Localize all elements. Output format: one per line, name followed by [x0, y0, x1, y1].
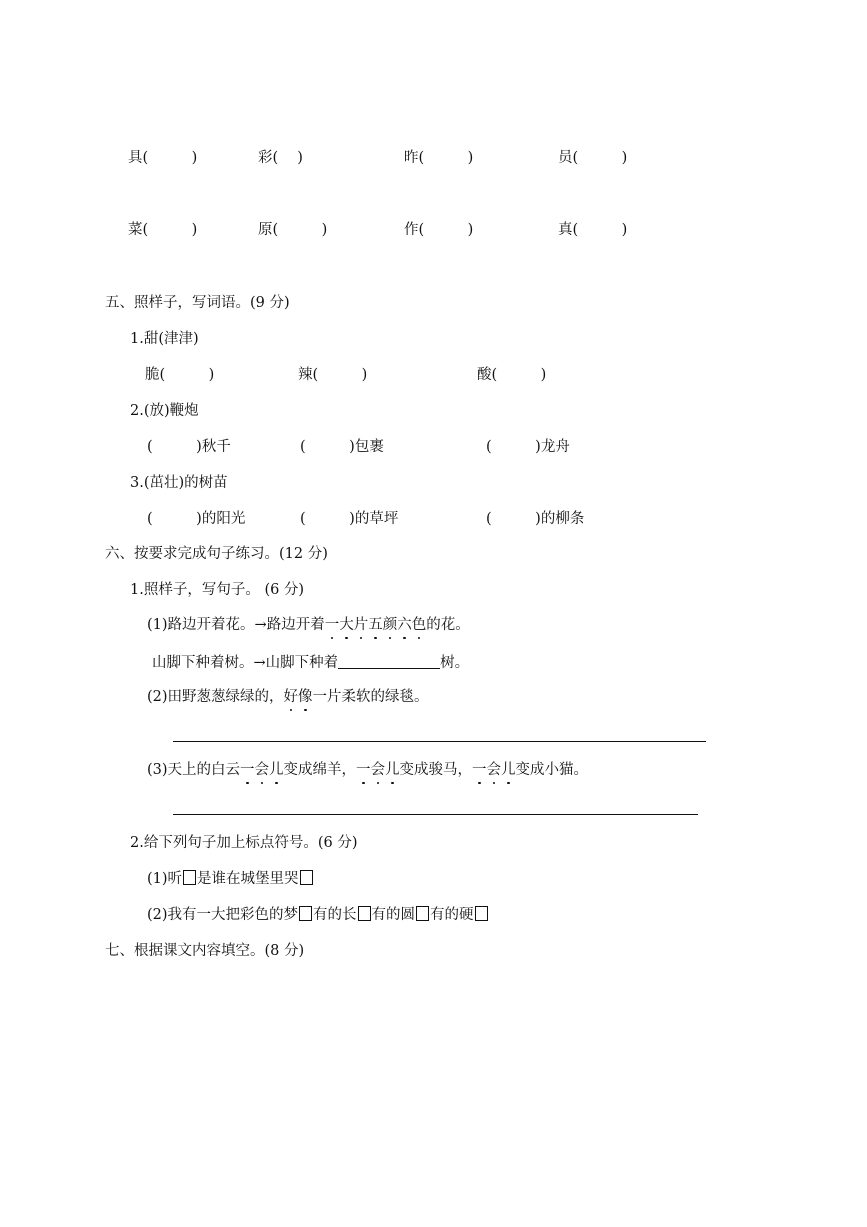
char-cell-8: 真( ) — [558, 222, 628, 238]
answer-line-2[interactable] — [173, 741, 706, 742]
q3-item-1: ( )的阳光 — [147, 511, 246, 527]
char-cell-1: 具( ) — [128, 150, 198, 166]
ex2-b: 一片柔软的绿毯。 — [312, 689, 429, 705]
dotted-char: 颜 — [382, 617, 398, 633]
ex1-prefix: (1)路边开着花。 — [147, 617, 255, 633]
punct-box[interactable] — [358, 906, 371, 921]
dotted-char: 片 — [353, 617, 369, 633]
dotted-char: 好 — [283, 689, 299, 705]
dotted-char: 六 — [397, 617, 412, 633]
punct-box[interactable] — [300, 870, 313, 885]
p2-c: 有的圆 — [371, 907, 416, 923]
punct-sentence-2 — [147, 906, 489, 924]
punct-box[interactable] — [475, 906, 488, 921]
ex1-dotted-phrase — [325, 617, 427, 633]
char-cell-2: 彩( ) — [258, 150, 303, 166]
dotted-char: 一 — [324, 617, 340, 633]
char-cell-3: 昨( ) — [404, 150, 474, 166]
arrow-icon: → — [254, 617, 267, 633]
char-cell-5: 菜( ) — [128, 222, 198, 238]
dotted-char: 会 — [254, 762, 270, 778]
section6-title: 六、按要求完成句子练习。(12 分) — [105, 546, 328, 562]
section7-title: 七、根据课文内容填空。(8 分) — [105, 943, 305, 959]
dotted-char: 五 — [368, 617, 383, 633]
ex1-mid: 路边开着 — [266, 617, 325, 633]
char-cell-6: 原( ) — [258, 222, 328, 238]
ex1b-end: 树。 — [440, 655, 470, 671]
ex3-b: 变成绵羊， — [283, 762, 357, 778]
char-cell-4: 员( ) — [558, 150, 628, 166]
s6-example-3 — [147, 761, 588, 779]
punct-box[interactable] — [299, 906, 312, 921]
ex3-dotted-1 — [240, 762, 284, 778]
q1-example: 1.甜(津津) — [130, 331, 199, 347]
q2-item-2: ( )包裹 — [300, 439, 384, 455]
q3-item-2: ( )的草坪 — [300, 511, 399, 527]
s6-example-1b — [152, 654, 469, 672]
ex1b-blank[interactable] — [338, 654, 440, 669]
answer-line-3[interactable] — [173, 814, 698, 815]
punct-sentence-1 — [147, 870, 314, 888]
punct-box[interactable] — [183, 870, 196, 885]
p1-a: (1)听 — [147, 871, 183, 887]
dotted-char: 儿 — [269, 762, 284, 778]
p2-d: 有的硬 — [430, 907, 474, 923]
dotted-char: 大 — [339, 617, 354, 633]
dotted-char: 儿 — [501, 762, 516, 778]
ex3-c: 变成骏马， — [399, 762, 473, 778]
q1-item-1: 脆( ) — [145, 367, 215, 383]
q3-example: 3.(茁壮)的树苗 — [130, 475, 228, 491]
ex3-e: 变成小猫。 — [515, 762, 589, 778]
s6-example-1 — [147, 616, 470, 634]
q1-item-3: 酸( ) — [477, 367, 547, 383]
ex1b-mid: 山脚下种着 — [265, 655, 339, 671]
ex3-dotted-2 — [356, 762, 400, 778]
ex3-dotted-3 — [472, 762, 516, 778]
q2-example: 2.(放)鞭炮 — [130, 403, 199, 419]
dotted-char: 像 — [298, 689, 313, 705]
dotted-char: 一 — [240, 762, 255, 778]
s6-q1-title: 1.照样子，写句子。 (6 分) — [130, 582, 305, 598]
punct-box[interactable] — [416, 906, 429, 921]
ex1-end: 的花。 — [426, 617, 470, 633]
dotted-char: 会 — [486, 762, 502, 778]
p1-b: 是谁在城堡里哭 — [197, 871, 299, 887]
ex3-a: (3)天上的白云 — [147, 762, 241, 778]
dotted-char: 一 — [356, 762, 371, 778]
dotted-char: 儿 — [385, 762, 400, 778]
q2-item-1: ( )秋千 — [147, 439, 231, 455]
p2-b: 有的长 — [313, 907, 357, 923]
arrow-icon: → — [253, 655, 266, 671]
ex1b-prefix: 山脚下种着树。 — [152, 655, 254, 671]
char-cell-7: 作( ) — [404, 222, 474, 238]
q1-item-2: 辣( ) — [298, 367, 368, 383]
ex2-a: (2)田野葱葱绿绿的， — [147, 689, 284, 705]
s6-q2-title: 2.给下列句子加上标点符号。(6 分) — [130, 835, 358, 851]
q3-item-3: ( )的柳条 — [486, 511, 585, 527]
dotted-char: 色 — [411, 617, 427, 633]
section5-title: 五、照样子，写词语。(9 分) — [105, 295, 290, 311]
dotted-char: 会 — [370, 762, 386, 778]
ex2-dotted-word — [284, 689, 313, 705]
p2-a: (2)我有一大把彩色的梦 — [147, 907, 299, 923]
s6-example-2 — [147, 688, 429, 706]
q2-item-3: ( )龙舟 — [486, 439, 570, 455]
dotted-char: 一 — [472, 762, 487, 778]
